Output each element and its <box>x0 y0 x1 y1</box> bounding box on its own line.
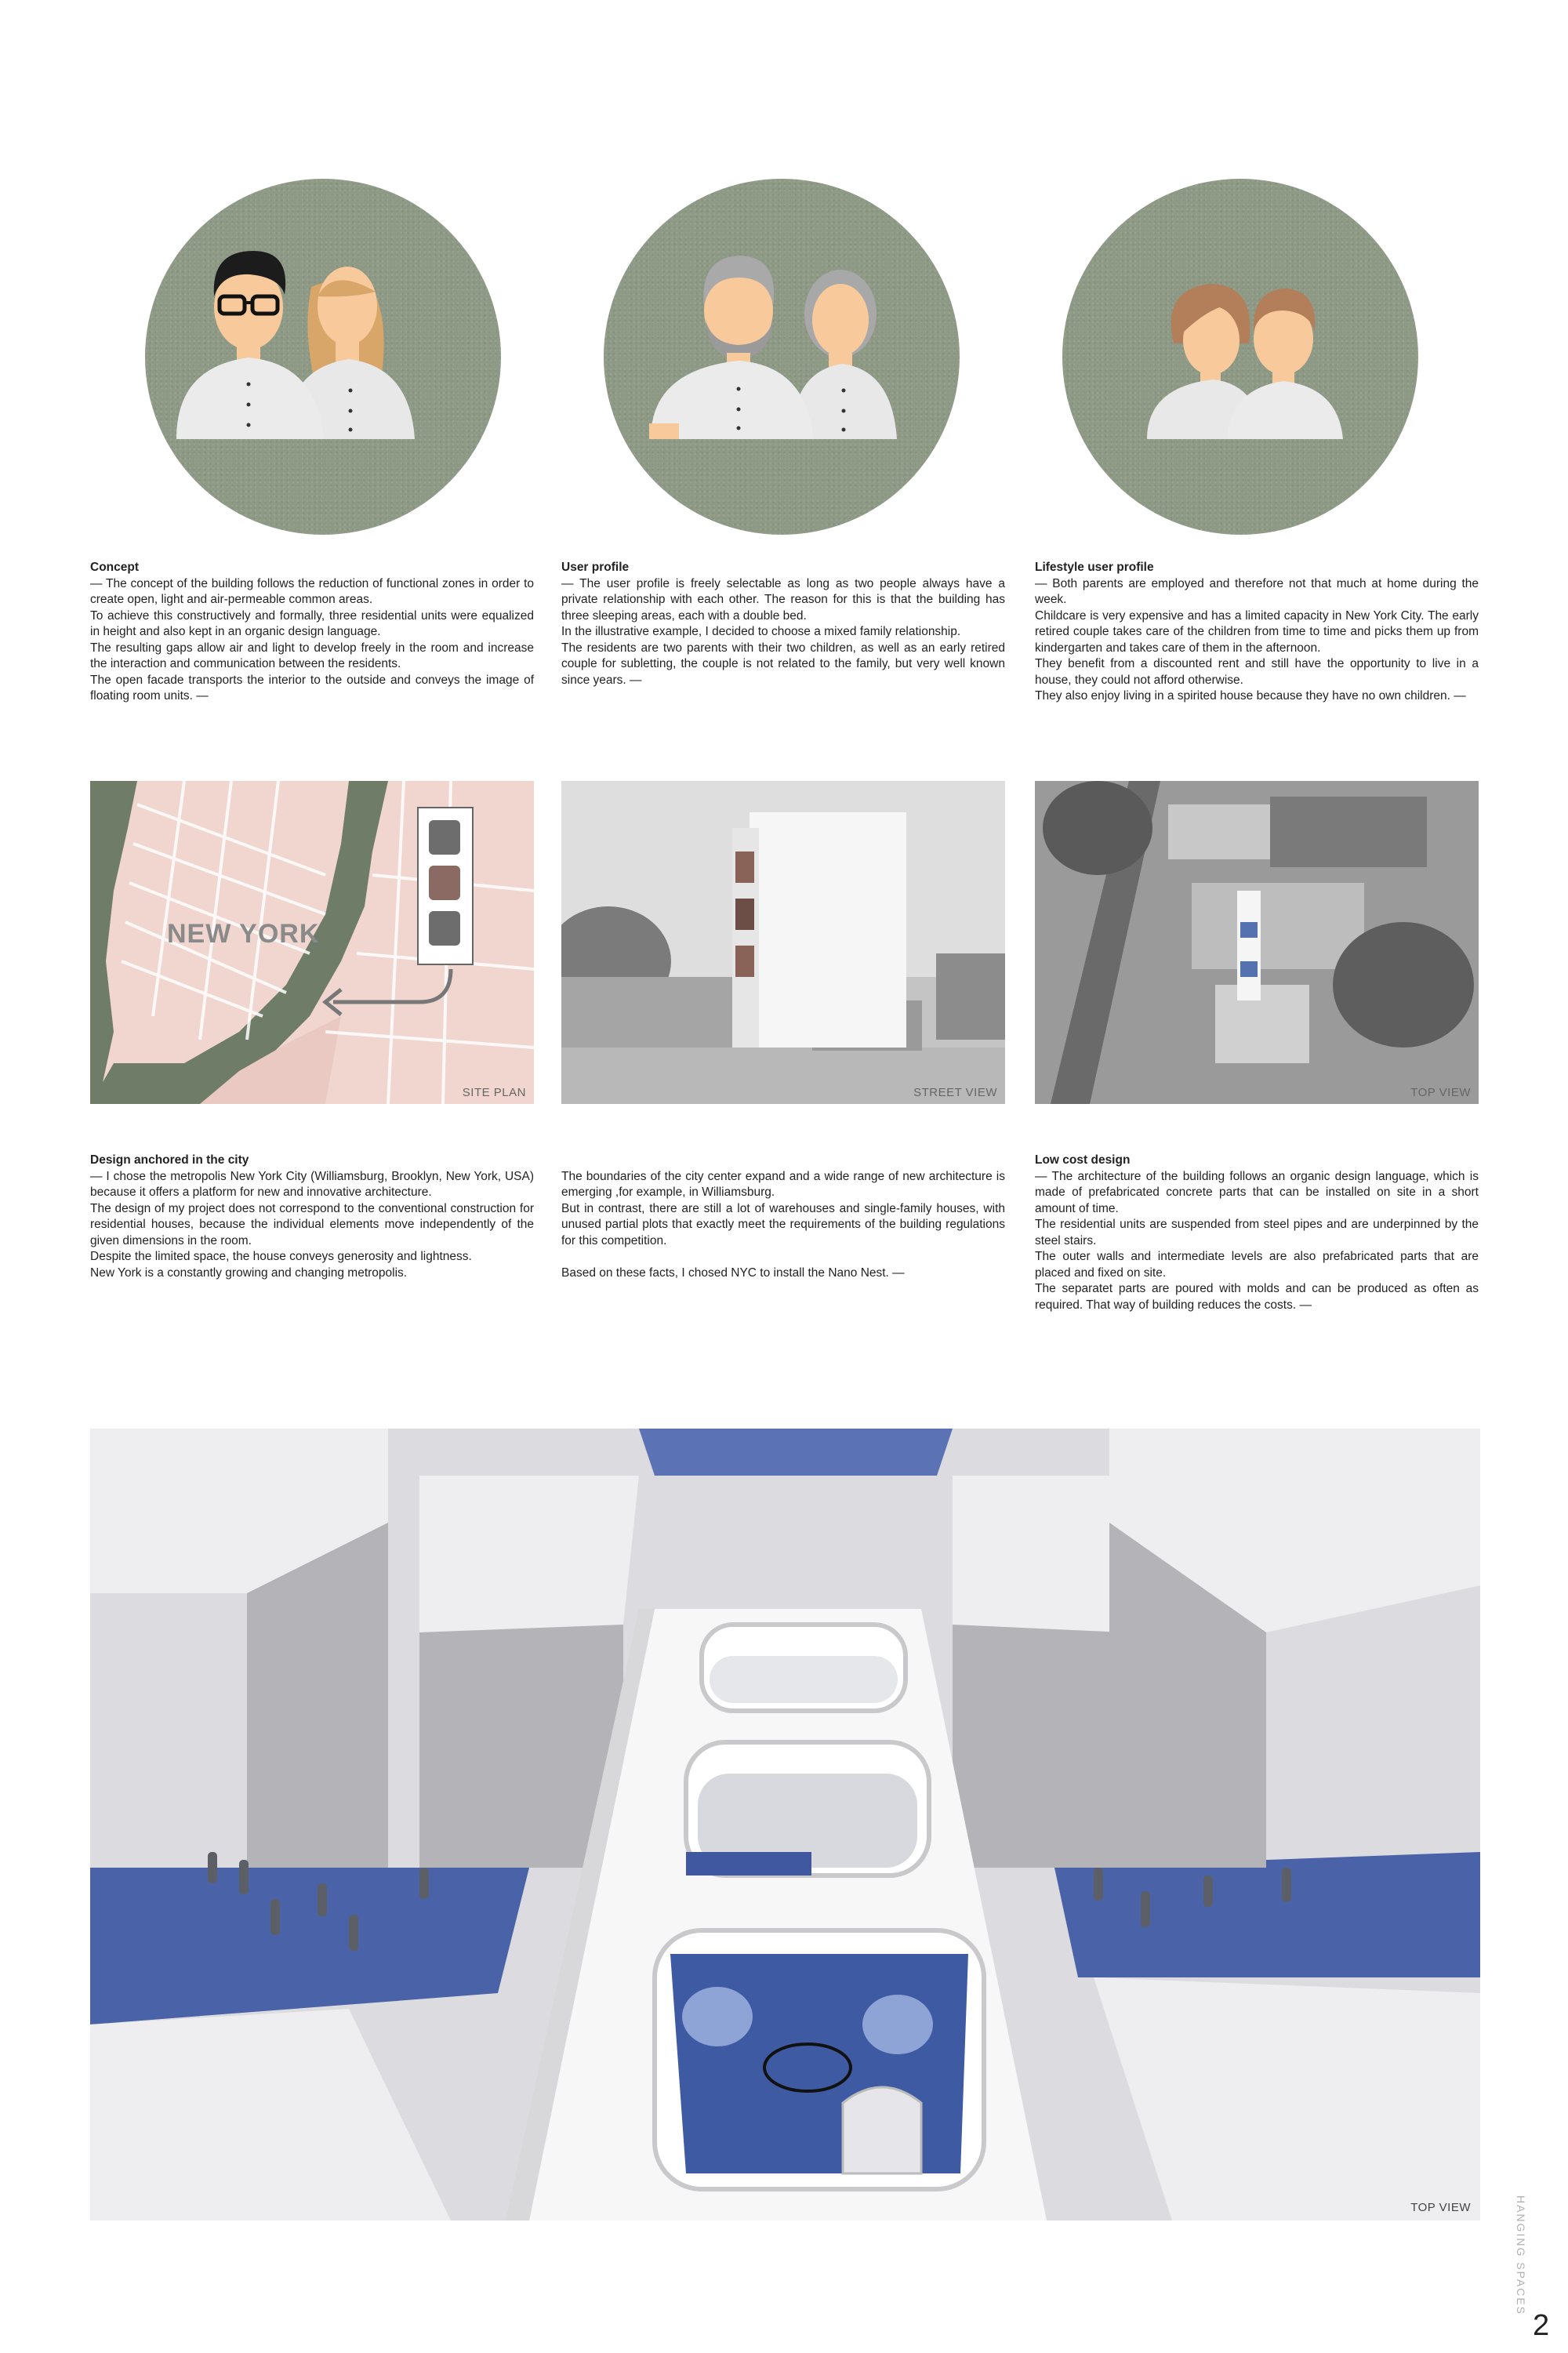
concept-title: Concept <box>90 561 139 574</box>
low-cost-title: Low cost design <box>1035 1153 1131 1167</box>
design-anchored-title: Design anchored in the city <box>90 1153 249 1167</box>
design-anchored-body: — I chose the metropolis New York City (Williamsburg, Brooklyn, New York, USA) because it offers a platform for new and innovative architecture. The design of my project does not correspond to the conventional construction for residential houses, because the individual elements move independently of the given dimensions in the room. Despite the limited space, the house conveys generosity and lightness. New York is a constantly growing and changing metropolis. <box>90 1169 534 1280</box>
concept-block <box>90 560 534 705</box>
persona-retired-couple <box>604 179 960 535</box>
project-title-label: HANGING SPACES <box>1515 2195 1527 2315</box>
street-view-caption: STREET VIEW <box>913 1086 997 1099</box>
lifestyle-title: Lifestyle user profile <box>1035 561 1154 574</box>
site-plan-caption: SITE PLAN <box>462 1086 526 1099</box>
render-caption: TOP VIEW <box>1410 2201 1471 2214</box>
page-number: 2 <box>1533 2309 1550 2342</box>
low-cost-block <box>1035 1153 1479 1313</box>
top-view-photo <box>1035 781 1479 1104</box>
render-graphic <box>90 1429 1480 2220</box>
persona-young-couple <box>145 179 501 535</box>
top-view-graphic <box>1035 781 1479 1104</box>
low-cost-body: — The architecture of the building follows an organic design language, which is made of prefabricated concrete parts that can be installed on site in a short amount of time. The residential units are suspended from steel pipes and are underpinned by the steel stairs. The outer walls and intermediate levels are also prefabricated parts that are placed and fixed on site. The separatet parts are poured with molds and can be produced as often as required. That way of building reduces the costs. — <box>1035 1169 1479 1312</box>
top-view-render <box>90 1429 1480 2220</box>
city-boundaries-title <box>561 1153 1005 1169</box>
street-view-photo <box>561 781 1005 1104</box>
top-view-caption: TOP VIEW <box>1410 1086 1471 1099</box>
design-anchored-block <box>90 1153 534 1281</box>
city-boundaries-block <box>561 1153 1005 1281</box>
user-profile-block <box>561 560 1005 688</box>
retired-couple-illustration <box>604 179 960 535</box>
city-boundaries-body: The boundaries of the city center expand and a wide range of new architecture is emerging ,for example, in Williamsburg. But in contrast, there are still a lot of warehouses and single-family houses, with unused partial plots that exactly meet the requirements of the building regulations for this competition. Based on these facts, I chosed NYC to install the Nano Nest. — <box>561 1169 1005 1280</box>
children-illustration <box>1062 179 1418 535</box>
user-profile-body: — The user profile is freely selectable as long as two people always have a private relationship with each other. The reason for this is that the building has three sleeping areas, each with a double bed. In the illustrative example, I decided to choose a mixed family relationship. The residents are two parents with their two children, as well as an early retired couple for subletting, the couple is not related to the family, but very well known since years. — <box>561 576 1005 687</box>
young-couple-illustration <box>145 179 501 535</box>
user-profile-title: User profile <box>561 561 630 574</box>
persona-children <box>1062 179 1418 535</box>
street-view-graphic <box>561 781 1005 1104</box>
lifestyle-block <box>1035 560 1479 705</box>
lifestyle-body: — Both parents are employed and therefore not that much at home during the week. Childcare is very expensive and has a limited capacity in New York City. The early retired couple takes care of the children from time to time and picks them up from kindergarten and takes care of them in the afternoon. They benefit from a discounted rent and still have the opportunity to live in a house, they could not afford otherwise. They also enjoy living in a spirited house because they have no own children. — <box>1035 576 1479 703</box>
map-city-label: NEW YORK <box>167 919 320 949</box>
concept-body: — The concept of the building follows the reduction of functional zones in order to create open, light and air-permeable common areas. To achieve this constructively and formally, three residential units were equalized in height and also kept in an organic design language. The resulting gaps allow air and light to develop freely in the room and increase the interaction and communication between the residents. The open facade transports the interior to the outside and conveys the image of floating room units. — <box>90 576 534 703</box>
site-plan-map <box>90 781 534 1104</box>
